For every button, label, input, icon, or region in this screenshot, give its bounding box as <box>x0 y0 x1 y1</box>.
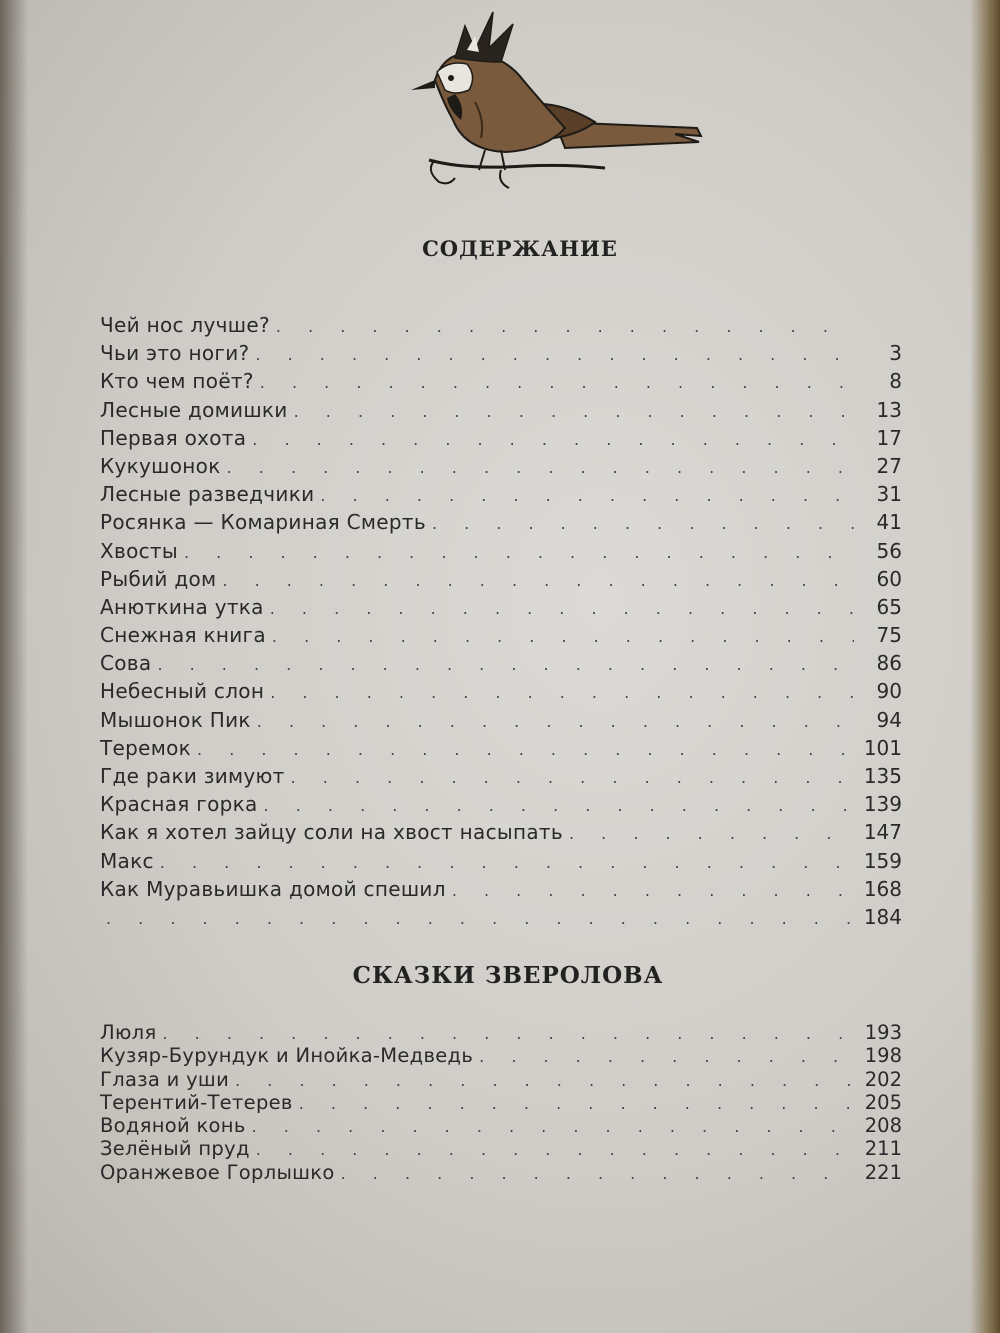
toc-entry[interactable] <box>100 736 902 764</box>
leader-dots <box>291 768 854 787</box>
toc-entry[interactable] <box>100 1068 902 1091</box>
toc-entry[interactable] <box>100 398 902 426</box>
toc-entry[interactable] <box>100 313 902 341</box>
entry-page: 65 <box>876 594 902 619</box>
entry-title: Теремок <box>100 735 192 760</box>
entry-title: Красная горка <box>100 792 258 817</box>
entry-page: 90 <box>876 679 902 704</box>
leader-dots <box>264 796 854 815</box>
leader-dots <box>294 402 854 421</box>
entry-title: Хвосты <box>100 538 178 563</box>
toc-entry[interactable] <box>100 567 902 595</box>
leader-dots <box>341 1164 854 1183</box>
entry-title: Зелёный пруд <box>100 1137 250 1161</box>
toc-entry[interactable] <box>100 1161 902 1184</box>
entry-title: Как я хотел зайцу соли на хвост насыпать <box>100 820 563 845</box>
toc-entry[interactable] <box>100 623 902 651</box>
entry-page: 202 <box>864 1067 902 1091</box>
leader-dots <box>252 1117 854 1136</box>
leader-dots <box>452 881 854 900</box>
toc-entry[interactable] <box>100 341 902 369</box>
leader-dots <box>320 486 854 505</box>
leader-dots <box>270 599 854 618</box>
leader-dots <box>160 853 854 872</box>
entry-page: 135 <box>863 764 902 788</box>
entry-page: 168 <box>863 876 902 901</box>
entry-title: Лесные разведчики <box>100 482 315 507</box>
skazki-contents <box>100 1021 902 1184</box>
entry-page: 8 <box>889 369 902 394</box>
leader-dots <box>432 514 854 533</box>
section-heading: СКАЗКИ ЗВЕРОЛОВА <box>352 962 664 989</box>
table-of-contents <box>100 313 902 933</box>
leader-dots <box>106 909 854 928</box>
entry-page: 221 <box>864 1160 902 1184</box>
entry-title: Люля <box>100 1021 157 1044</box>
entry-page: 27 <box>876 453 902 478</box>
toc-entry[interactable] <box>100 595 902 623</box>
leader-dots <box>222 571 854 590</box>
entry-title: Кукушонок <box>100 453 221 478</box>
toc-entry[interactable] <box>100 849 902 877</box>
entry-page: 94 <box>876 707 902 732</box>
toc-heading: СОДЕРЖАНИЕ <box>422 236 618 261</box>
leader-dots <box>299 1094 854 1113</box>
leader-dots <box>256 1140 854 1159</box>
toc-entry[interactable] <box>100 510 902 538</box>
leader-dots <box>252 430 854 449</box>
entry-page: 41 <box>876 510 902 535</box>
entry-title: Снежная книга <box>100 623 266 648</box>
leader-dots <box>257 712 854 731</box>
entry-page: 208 <box>864 1114 902 1138</box>
leader-dots <box>235 1071 854 1090</box>
crested-tit-bird-icon <box>405 10 705 195</box>
toc-entry[interactable] <box>100 482 902 510</box>
leader-dots <box>272 627 854 646</box>
toc-entry[interactable] <box>100 764 902 792</box>
entry-title: Первая охота <box>100 425 247 450</box>
entry-title: Мышонок Пик <box>100 707 251 732</box>
entry-title: Глаза и уши <box>100 1067 230 1091</box>
entry-title: Как Муравьишка домой спешил <box>100 876 446 901</box>
entry-page: 56 <box>876 538 902 563</box>
toc-entry[interactable] <box>100 679 902 707</box>
leader-dots <box>184 543 854 562</box>
entry-page: 13 <box>876 397 902 422</box>
entry-page: 75 <box>876 623 902 648</box>
toc-entry[interactable] <box>100 820 902 848</box>
entry-page: 101 <box>863 735 902 760</box>
toc-entry[interactable] <box>100 877 902 905</box>
toc-entry[interactable] <box>100 1021 902 1044</box>
entry-title: Рыбий дом <box>100 566 217 591</box>
toc-entry[interactable] <box>100 426 902 454</box>
entry-title: Чьи это ноги? <box>100 341 250 366</box>
toc-entry[interactable] <box>100 1091 902 1114</box>
entry-page: 184 <box>863 904 902 929</box>
entry-page: 147 <box>863 820 902 845</box>
entry-page: 211 <box>864 1137 902 1161</box>
entry-page: 139 <box>863 792 902 817</box>
entry-title: Оранжевое Горлышко <box>100 1160 335 1184</box>
entry-title: Лесные домишки <box>100 397 288 422</box>
entry-title: Небесный слон <box>100 679 265 704</box>
leader-dots <box>276 317 854 336</box>
toc-entry[interactable] <box>100 454 902 482</box>
leader-dots <box>270 683 854 702</box>
entry-title: Где раки зимуют <box>100 764 285 788</box>
entry-page: 86 <box>876 651 902 676</box>
toc-entry[interactable] <box>100 539 902 567</box>
binding-shadow <box>0 0 28 1333</box>
entry-title: Водяной конь <box>100 1114 246 1138</box>
entry-page: 17 <box>876 425 902 450</box>
entry-page: 31 <box>876 482 902 507</box>
entry-page: 159 <box>863 848 902 873</box>
entry-page: 198 <box>864 1044 902 1068</box>
entry-page: 193 <box>864 1021 902 1044</box>
entry-title: Сова <box>100 651 152 676</box>
toc-entry[interactable] <box>100 1114 902 1137</box>
entry-page: 3 <box>889 341 902 366</box>
toc-entry[interactable] <box>100 1137 902 1160</box>
leader-dots <box>157 655 854 674</box>
toc-entry[interactable] <box>100 651 902 679</box>
entry-title: Кто чем поёт? <box>100 369 254 394</box>
page-edge <box>970 0 1000 1333</box>
entry-page: 60 <box>876 566 902 591</box>
toc-entry[interactable] <box>100 369 902 397</box>
toc-entry[interactable] <box>100 708 902 736</box>
entry-title: Макс <box>100 848 154 873</box>
toc-entry[interactable] <box>100 1044 902 1067</box>
leader-dots <box>162 1024 854 1043</box>
entry-title: Чей нос лучше? <box>100 313 270 337</box>
leader-dots <box>197 740 854 759</box>
leader-dots <box>255 345 854 364</box>
leader-dots <box>569 824 854 843</box>
leader-dots <box>260 373 854 392</box>
entry-title: Росянка — Комариная Смерть <box>100 510 426 535</box>
toc-entry[interactable] <box>100 792 902 820</box>
leader-dots <box>227 458 854 477</box>
entry-title: Терентий-Тетерев <box>100 1090 293 1114</box>
entry-title: Анюткина утка <box>100 594 264 619</box>
toc-entry[interactable] <box>100 905 902 933</box>
entry-page: 205 <box>864 1090 902 1114</box>
entry-title: Кузяр-Бурундук и Инойка-Медведь <box>100 1044 474 1068</box>
leader-dots <box>479 1047 854 1066</box>
